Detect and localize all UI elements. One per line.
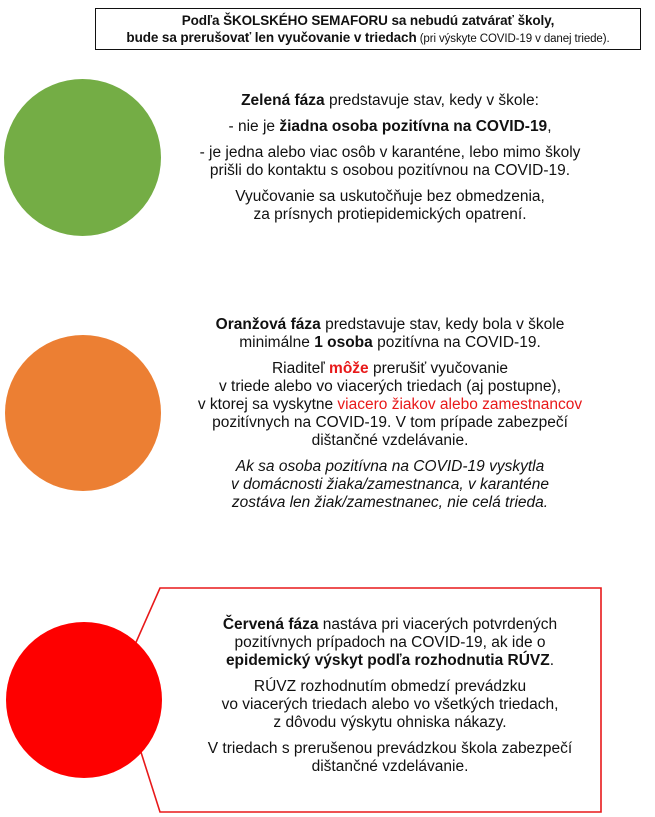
orange-p3-line1: Ak sa osoba pozitívna na COVID-19 vyskytla bbox=[235, 458, 545, 475]
red-phase-text bbox=[165, 616, 615, 776]
orange-p3-line3: zostáva len žiak/zamestnanec, nie celá trieda. bbox=[231, 494, 549, 511]
header-line1: Podľa ŠKOLSKÉHO SEMAFORU sa nebudú zatvárať školy, bbox=[181, 13, 555, 28]
green-note-line1: Vyučovanie sa uskutočňuje bez obmedzenia, bbox=[235, 188, 545, 205]
green-note-line2: za prísnych protiepidemických opatrení. bbox=[253, 206, 527, 223]
orange-title: Oranžová fáza bbox=[215, 316, 321, 333]
green-bullet2-line1: - je jedna alebo viac osôb v karanténe, lebo mimo školy bbox=[199, 144, 581, 161]
green-phase-text bbox=[165, 92, 615, 224]
red-p3-line1: V triedach s prerušenou prevádzkou škola zabezpečí bbox=[207, 740, 573, 757]
red-intro-line3-bold: epidemický výskyt podľa rozhodnutia RÚVZ bbox=[225, 652, 550, 669]
orange-p2-line3-prefix: v ktorej sa vyskytne bbox=[197, 396, 338, 413]
orange-p3-line2: v domácnosti žiaka/zamestnanca, v karanténe bbox=[231, 476, 549, 493]
red-p2-line3: z dôvodu výskytu ohniska nákazy. bbox=[273, 714, 507, 731]
red-intro-line3-suffix: . bbox=[549, 652, 555, 669]
header-line2-note: (pri výskyte COVID-19 v danej triede). bbox=[416, 33, 610, 45]
red-p3-line2: dištančné vzdelávanie. bbox=[311, 758, 469, 775]
orange-p2-suffix: prerušiť vyučovanie bbox=[368, 360, 509, 377]
red-p2-line1: RÚVZ rozhodnutím obmedzí prevádzku bbox=[253, 678, 527, 695]
orange-intro: predstavuje stav, kedy bola v škole bbox=[320, 316, 565, 333]
orange-phase-circle bbox=[5, 335, 161, 491]
red-intro: nastáva pri viacerých potvrdených bbox=[318, 616, 558, 633]
orange-intro2-suffix: pozitívna na COVID-19. bbox=[372, 334, 541, 351]
orange-p2-line2: v triede alebo vo viacerých triedach (aj postupne), bbox=[218, 378, 562, 395]
red-title: Červená fáza bbox=[222, 616, 319, 633]
orange-p2-prefix: Riaditeľ bbox=[271, 360, 330, 377]
green-bullet1-prefix: - nie je bbox=[228, 118, 280, 135]
orange-p2-line4: pozitívnych na COVID-19. V tom prípade zabezpečí bbox=[212, 414, 568, 431]
green-phase-circle bbox=[4, 79, 161, 236]
orange-intro2-prefix: minimálne bbox=[239, 334, 315, 351]
green-bullet1-bold: žiadna osoba pozitívna na COVID-19 bbox=[279, 118, 548, 135]
orange-intro2-bold: 1 osoba bbox=[314, 334, 373, 351]
orange-p2-line5: dištančné vzdelávanie. bbox=[311, 432, 469, 449]
green-intro: predstavuje stav, kedy v škole: bbox=[324, 92, 539, 109]
green-title: Zelená fáza bbox=[241, 92, 325, 109]
header-line2-bold: bude sa prerušovať len vyučovanie v triedach bbox=[126, 30, 417, 45]
red-phase-circle bbox=[6, 622, 162, 778]
red-p2-line2: vo viacerých triedach alebo vo všetkých triedach, bbox=[221, 696, 559, 713]
green-bullet1-suffix: , bbox=[547, 118, 552, 135]
orange-p2-line3-red: viacero žiakov alebo zamestnancov bbox=[337, 396, 583, 413]
green-bullet2-line2: prišli do kontaktu s osobou pozitívnou na COVID-19. bbox=[209, 162, 571, 179]
orange-phase-text bbox=[165, 316, 615, 512]
red-intro-line2: pozitívnych prípadoch na COVID-19, ak ide o bbox=[234, 634, 546, 651]
orange-p2-highlight: môže bbox=[329, 360, 369, 377]
